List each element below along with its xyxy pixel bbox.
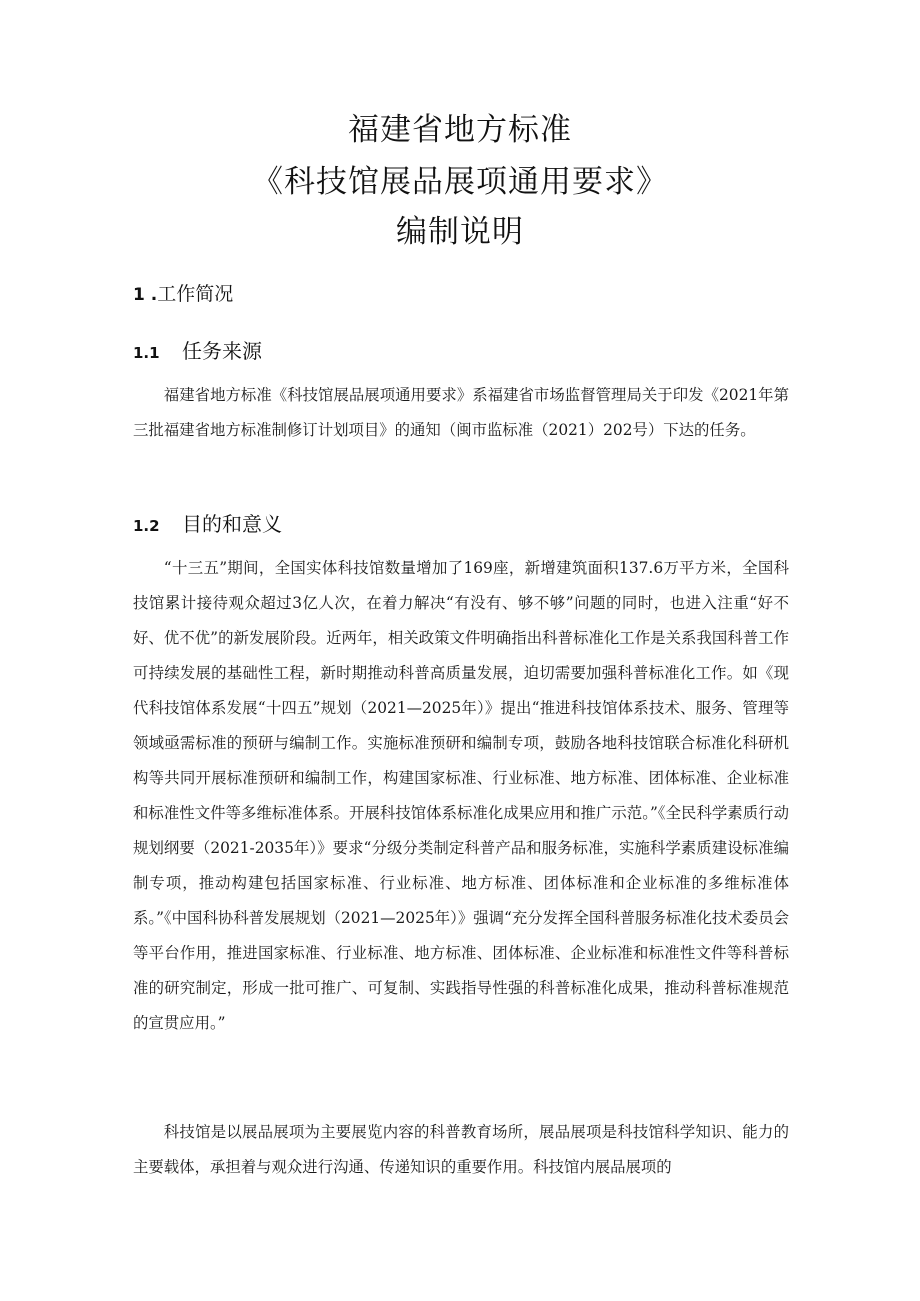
section-1-2-title: 目的和意义	[182, 512, 282, 536]
section-1-1-heading	[133, 337, 262, 367]
section-1-2-paragraph-2: 科技馆是以展品展项为主要展览内容的科普教育场所，展品展项是科技馆科学知识、能力的主要载体，承担着与观众进行沟通、传递知识的重要作用。科技馆内展品展项的	[133, 1123, 789, 1176]
document-title-line-2: 《科技馆展品展项通用要求》	[252, 164, 668, 200]
document-title-line-1: 福建省地方标准	[348, 112, 572, 148]
section-1-1-title: 任务来源	[182, 339, 262, 363]
section-1-title: 工作简况	[157, 283, 234, 305]
section-1-2-heading	[133, 510, 282, 540]
section-1-1-paragraph: 福建省地方标准《科技馆展品展项通用要求》系福建省市场监督管理局关于印发《2021年第三批福建省地方标准制修订计划项目》的通知（闽市监标准（2021）202号）下达的任务。	[133, 386, 789, 439]
section-1-heading	[133, 280, 233, 309]
section-1-1-number: 1.1	[133, 344, 160, 362]
document-title-line-3: 编制说明	[396, 214, 524, 250]
section-1-number: 1 .	[133, 285, 158, 305]
section-1-2-number: 1.2	[133, 517, 160, 535]
section-1-2-paragraph-1: “十三五”期间，全国实体科技馆数量增加了169座，新增建筑面积137.6万平方米，全国科技馆累计接待观众超过3亿人次，在着力解决“有没有、够不够”问题的同时，也进入注重“好不好、优不优”的新发展阶段。近两年，相关政策文件明确指出科普标准化工作是关系我国科普工作可持续发展的基础性工程，新时期推动科普高质量发展，迫切需要加强科普标准化工作。如《现代科技馆体系发展“十四五”规划（2021—2025年）》提出“推进科技馆体系技术、服务、管理等领域亟需标准的预研与编制工作。实施标准预研和编制专项，鼓励各地科技馆联合标准化科研机构等共同开展标准预研和编制工作，构建国家标准、行业标准、地方标准、团体标准、企业标准和标准性文件等多维标准体系。开展科技馆体系标准化成果应用和推广示范。”《全民科学素质行动规划纲要（2021-2035年）》要求“分级分类制定科普产品和服务标准，实施科学素质建设标准编制专项，推动构建包括国家标准、行业标准、地方标准、团体标准和企业标准的多维标准体系。”《中国科协科普发展规划（2021—2025年）》强调“充分发挥全国科普服务标准化技术委员会等平台作用，推进国家标准、行业标准、地方标准、团体标准、企业标准和标准性文件等科普标准的研究制定，形成一批可推广、可复制、实践指导性强的科普标准化成果，推动科普标准规范的宣贯应用。”	[133, 559, 789, 1032]
